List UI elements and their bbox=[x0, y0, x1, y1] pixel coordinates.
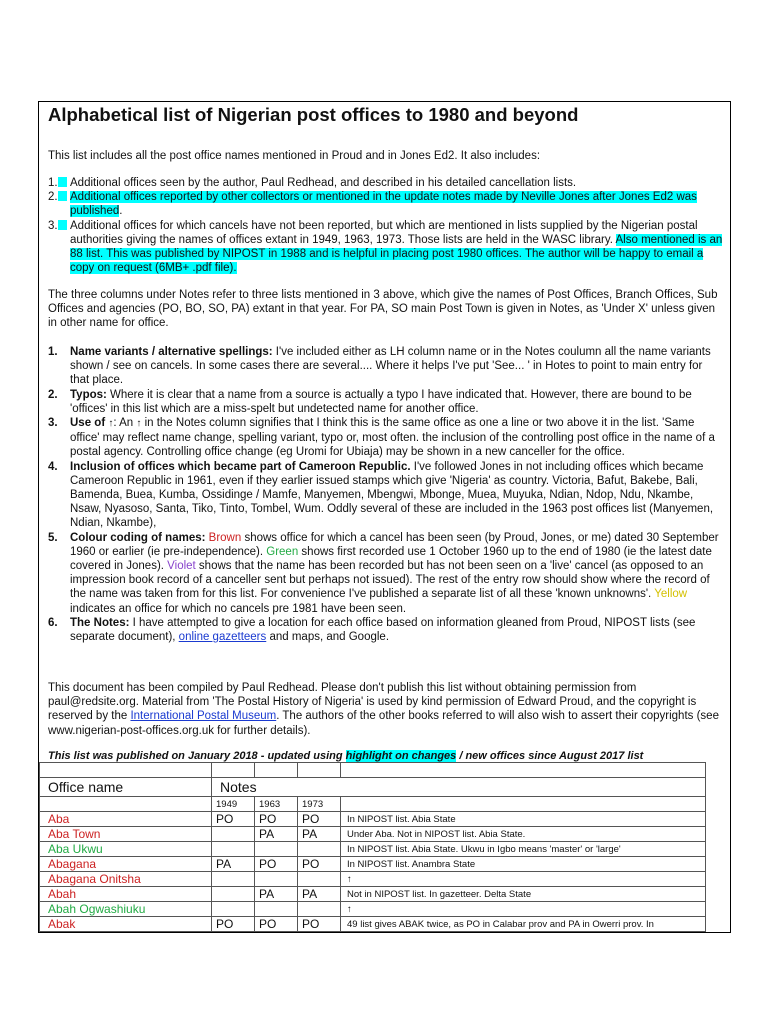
compiled-paragraph: This document has been compiled by Paul Redhead. Please don't publish this list without obtaining permission from paul@redsite.org. Material from 'The Postal History of Nigeria' is used by kind permission of Edward Proud, and the copyright is reserved by the International Postal Museum. The authors of the other books referred to will also wish to assert their copyrights (see www.nigerian-post-offices.org.uk for further details). bbox=[48, 682, 719, 737]
list-item: 1. Name variants / alternative spellings: I've included either as LH column name or in the Notes coulumn all the name variants shown / see on cancels. In some cases there are several.... Where it helps I've put 'See... ' in Hotes to point to main entry for that place. bbox=[48, 346, 711, 387]
note-cell: In NIPOST list. Anambra State bbox=[341, 857, 706, 872]
published-note: This list was published on January 2018 - updated using highlight on changes / new offices since August 2017 list bbox=[48, 750, 644, 762]
year-1963-cell: PO bbox=[255, 857, 298, 872]
year-header: 1949 bbox=[212, 797, 255, 812]
page-title: Alphabetical list of Nigerian post offices to 1980 and beyond bbox=[48, 104, 579, 125]
list-number: 1. bbox=[48, 176, 67, 190]
list-item: 1. Additional offices seen by the author, Paul Redhead, and described in his detailed cancellation lists. bbox=[48, 177, 577, 189]
list-item: 3. Additional offices for which cancels have not been reported, but which are mentioned in lists supplied by the Nigerian postal authorities giving the names of offices extant in 1949, 1963, 1973. Those lists are held in the WASC library. Also mentioned is an 88 list. This was published by NIPOST in 1988 and is helpful in placing post 1980 offices. The author will be happy to email a copy on request (6MB+ .pdf file). bbox=[48, 219, 723, 275]
year-1973-cell: PA bbox=[298, 887, 341, 902]
includes-list bbox=[48, 176, 724, 275]
rules-list bbox=[48, 345, 724, 644]
year-1949-cell: PO bbox=[212, 812, 255, 827]
notes-header: Notes bbox=[212, 778, 706, 797]
year-1949-cell: PA bbox=[212, 857, 255, 872]
year-1963-cell bbox=[255, 872, 298, 887]
table-row bbox=[40, 917, 706, 932]
up-arrow-icon: ↑ bbox=[136, 418, 142, 430]
table-row bbox=[40, 902, 706, 917]
list-number: 2. bbox=[48, 190, 67, 204]
year-1963-cell: PA bbox=[255, 887, 298, 902]
online-gazetteers-link[interactable]: online gazetteers bbox=[178, 631, 267, 644]
office-name-cell: Abagana Onitsha bbox=[40, 872, 212, 887]
note-cell: ↑ bbox=[341, 902, 706, 917]
year-1973-cell bbox=[298, 902, 341, 917]
year-1949-cell: PO bbox=[212, 917, 255, 932]
columns-paragraph: The three columns under Notes refer to three lists mentioned in 3 above, which give the names of Post Offices, Branch Offices, Sub Offices and agencies (PO, BO, SO, PA) extant in that year. For PA, SO main Post Town is given in Notes, as 'Under X' unless given in other name for office. bbox=[48, 289, 718, 330]
year-1973-cell bbox=[298, 842, 341, 857]
year-1949-cell bbox=[212, 872, 255, 887]
year-1963-cell bbox=[255, 842, 298, 857]
table-row bbox=[40, 812, 706, 827]
office-name-cell: Abah bbox=[40, 887, 212, 902]
year-header: 1963 bbox=[255, 797, 298, 812]
list-item: 4. Inclusion of offices which became part of Cameroon Republic. I've followed Jones in not including offices which became Cameroon Republic in 1961, even if they earlier issued stamps which give 'Nigeria' as country. Victoria, Bafut, Bakebe, Bali, Bamenda, Buea, Kumba, Ossidinge / Mamfe, Manyemen, Mbengwi, Mbonge, Muea, Muyuka, Ndian, Ndop, Ndu, Nkambe, Nsaw, Nyasoso, Santa, Tiko, Tinto, Tombel, Wum. Oddly several of these are included in the 1963 post offices list (Manyemen, Ndian, Nkambe), bbox=[48, 460, 714, 530]
year-1963-cell: PO bbox=[255, 812, 298, 827]
year-1973-cell: PA bbox=[298, 827, 341, 842]
note-cell: In NIPOST list. Abia State bbox=[341, 812, 706, 827]
note-cell: 49 list gives ABAK twice, as PO in Calabar prov and PA in Owerri prov. In bbox=[341, 917, 706, 932]
postal-museum-link[interactable]: International Postal Museum bbox=[130, 710, 277, 723]
offices-table bbox=[39, 762, 706, 932]
table-row bbox=[40, 872, 706, 887]
document-page bbox=[38, 101, 731, 933]
year-1963-cell bbox=[255, 902, 298, 917]
list-item: 2. Additional offices reported by other collectors or mentioned in the update notes made by Neville Jones after Jones Ed2 was published. bbox=[48, 191, 697, 218]
note-cell: Under Aba. Not in NIPOST list. Abia State. bbox=[341, 827, 706, 842]
office-name-cell: Aba Ukwu bbox=[40, 842, 212, 857]
office-name-cell: Abagana bbox=[40, 857, 212, 872]
table-row bbox=[40, 857, 706, 872]
year-header: 1973 bbox=[298, 797, 341, 812]
list-item: 3. Use of ↑: An ↑ in the Notes column signifies that I think this is the same office as one a line or two above it in the list. 'Same office' may reflect name change, spelling variant, typo or, most often. the inclusion of the controlling post office in the name of a postal agency. Controlling office change (eg Uromi for Ubiaja) may be shown in a new canceller for the office. bbox=[48, 417, 715, 459]
table-row bbox=[40, 842, 706, 857]
list-item: 6. The Notes: I have attempted to give a location for each office based on information gleaned from Proud, NIPOST lists (see separate document), online gazetteers and maps, and Google. bbox=[48, 616, 696, 644]
year-1949-cell bbox=[212, 902, 255, 917]
office-name-cell: Aba bbox=[40, 812, 212, 827]
year-1949-cell bbox=[212, 887, 255, 902]
up-arrow-icon: ↑ bbox=[108, 418, 114, 430]
table-row bbox=[40, 827, 706, 842]
year-1973-cell bbox=[298, 872, 341, 887]
office-name-cell: Aba Town bbox=[40, 827, 212, 842]
year-1973-cell: PO bbox=[298, 812, 341, 827]
year-1949-cell bbox=[212, 842, 255, 857]
year-1973-cell: PO bbox=[298, 857, 341, 872]
intro-paragraph: This list includes all the post office names mentioned in Proud and in Jones Ed2. It also includes: bbox=[48, 150, 541, 162]
office-name-cell: Abak bbox=[40, 917, 212, 932]
year-1949-cell bbox=[212, 827, 255, 842]
year-1963-cell: PO bbox=[255, 917, 298, 932]
year-1963-cell: PA bbox=[255, 827, 298, 842]
office-name-header: Office name bbox=[40, 778, 212, 797]
table-row bbox=[40, 887, 706, 902]
note-cell: Not in NIPOST list. In gazetteer. Delta State bbox=[341, 887, 706, 902]
note-cell: ↑ bbox=[341, 872, 706, 887]
list-number: 3. bbox=[48, 219, 67, 233]
list-item: 5. Colour coding of names: Brown shows office for which a cancel has been seen (by Proud, Jones, or me) dated 30 September 1960 or earlier (ie pre-independence). Green shows first recorded use 1 October 1960 up to the end of 1980 (ie the latest date covered in Jones). Violet shows that the name has been recorded but has not been seen on a 'live' cancel (as opposed to an impression book record of a canceller sent but perhaps not issued). The rest of the entry row should show where the record of the name was taken from for this list. For convenience I've published a separate list of all these 'known unknowns'. Yellow indicates an office for which no cancels pre 1981 have been seen. bbox=[48, 531, 719, 615]
office-name-cell: Abah Ogwashiuku bbox=[40, 902, 212, 917]
year-1973-cell: PO bbox=[298, 917, 341, 932]
list-item: 2. Typos: Where it is clear that a name from a source is actually a typo I have indicated that. However, there are bound to be 'offices' in this list which are a miss-spelt but undetected name for another office. bbox=[48, 388, 692, 415]
note-cell: In NIPOST list. Abia State. Ukwu in Igbo means 'master' or 'large' bbox=[341, 842, 706, 857]
